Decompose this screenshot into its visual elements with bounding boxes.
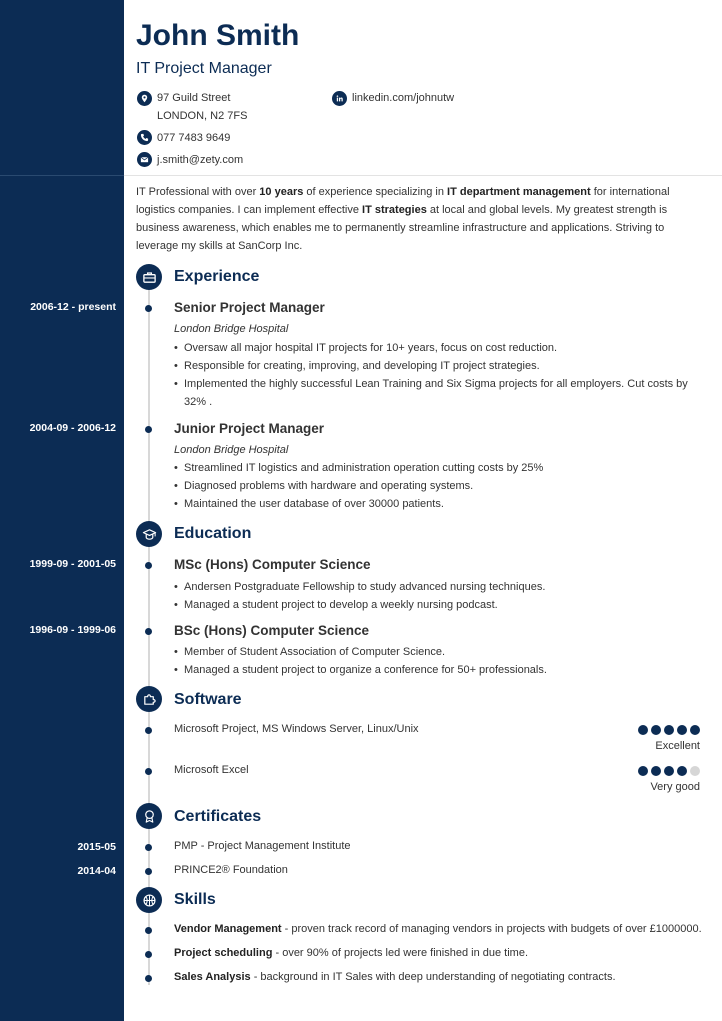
rating-dot-filled [677,725,687,735]
graduation-cap-icon [136,521,162,547]
list-item: • Diagnosed problems with hardware and operating systems. [174,477,694,495]
skill-item: Vendor Management - proven track record of managing vendors in projects with budgets of over £1000000. [174,923,702,935]
section-title-certificates: Certificates [174,808,262,825]
section-title-software: Software [174,691,242,708]
envelope-icon [137,152,152,167]
rating-dot-filled [690,725,700,735]
education-date: 1999-09 - 2001-05 [29,558,116,570]
timeline-dot [145,868,152,875]
timeline-dot [145,975,152,982]
experience-title: Senior Project Manager [174,300,325,315]
certificate-name: PMP - Project Management Institute [174,840,351,852]
experience-date: 2006-12 - present [30,301,116,313]
experience-date: 2004-09 - 2006-12 [29,422,116,434]
candidate-title: IT Project Manager [136,60,272,77]
list-item: • Streamlined IT logistics and administration operation cutting costs by 25% [174,459,694,477]
rating-dot-filled [651,725,661,735]
education-title: BSc (Hons) Computer Science [174,623,370,638]
candidate-name: John Smith [136,19,300,52]
experience-company: London Bridge Hospital [174,323,289,335]
timeline-dot [145,305,152,312]
software-name: Microsoft Excel [174,764,249,776]
list-item: • Member of Student Association of Computer Science. [174,643,694,661]
education-bullets [174,643,694,679]
profile-summary: IT Professional with over 10 years of experience specializing in IT department management for international logistics companies. I can implement effective IT strategies at local and global levels. My greatest strength is business awareness, which enables me to permanently streamline infrastructure and applications. Striving to leverage my skills at SanCorp Inc. [136,186,670,252]
timeline-dot [145,628,152,635]
skill-item: Sales Analysis - background in IT Sales with deep understanding of negotiating contracts. [174,971,616,983]
rating-label: Very good [650,781,700,793]
list-item: • Oversaw all major hospital IT projects for 10+ years, focus on cost reduction. [174,339,694,357]
list-item: • Andersen Postgraduate Fellowship to study advanced nursing techniques. [174,578,694,596]
header-divider [124,175,722,176]
phone-icon [137,130,152,145]
sidebar-divider [0,175,124,176]
email-address[interactable]: j.smith@zety.com [157,154,244,166]
skill-rating [638,766,700,776]
section-title-education: Education [174,525,252,542]
timeline-dot [145,727,152,734]
rating-dot-filled [664,766,674,776]
certificate-date: 2015-05 [77,841,116,853]
phone-number: 077 7483 9649 [157,132,231,144]
list-item: • Implemented the highly successful Lean Training and Six Sigma projects for all employers. Cut costs by 32% . [174,375,694,411]
linkedin-url[interactable]: linkedin.com/johnutw [352,92,455,104]
section-title-experience: Experience [174,268,260,285]
experience-company: London Bridge Hospital [174,444,289,456]
experience-bullets [174,339,694,411]
list-item: • Managed a student project to develop a weekly nursing podcast. [174,596,694,614]
rating-label: Excellent [655,740,700,752]
basketball-icon [136,887,162,913]
rating-dot-filled [638,766,648,776]
puzzle-icon [136,686,162,712]
timeline-dot [145,426,152,433]
list-item: • Managed a student project to organize a conference for 50+ professionals. [174,661,694,679]
timeline-dot [145,927,152,934]
timeline-dot [145,844,152,851]
rating-dot-filled [651,766,661,776]
experience-bullets [174,459,694,513]
list-item: • Responsible for creating, improving, and developing IT project strategies. [174,357,694,375]
rating-dot-filled [638,725,648,735]
award-icon [136,803,162,829]
map-pin-icon [137,91,152,106]
rating-dot-empty [690,766,700,776]
rating-dot-filled [677,766,687,776]
software-name: Microsoft Project, MS Windows Server, Linux/Unix [174,723,419,735]
address-line-2: LONDON, N2 7FS [157,110,248,122]
address-line-1: 97 Guild Street [157,92,231,104]
rating-dot-filled [664,725,674,735]
education-date: 1996-09 - 1999-06 [29,624,116,636]
skill-item: Project scheduling - over 90% of projects led were finished in due time. [174,947,528,959]
section-title-skills: Skills [174,891,216,908]
certificate-date: 2014-04 [77,865,116,877]
list-item: • Maintained the user database of over 30000 patients. [174,495,694,513]
timeline-dot [145,768,152,775]
linkedin-icon [332,91,347,106]
skill-rating [638,725,700,735]
timeline-dot [145,951,152,958]
certificate-name: PRINCE2® Foundation [174,864,288,876]
education-bullets [174,578,694,614]
timeline-dot [145,562,152,569]
experience-title: Junior Project Manager [174,421,325,436]
briefcase-icon [136,264,162,290]
education-title: MSc (Hons) Computer Science [174,557,371,572]
